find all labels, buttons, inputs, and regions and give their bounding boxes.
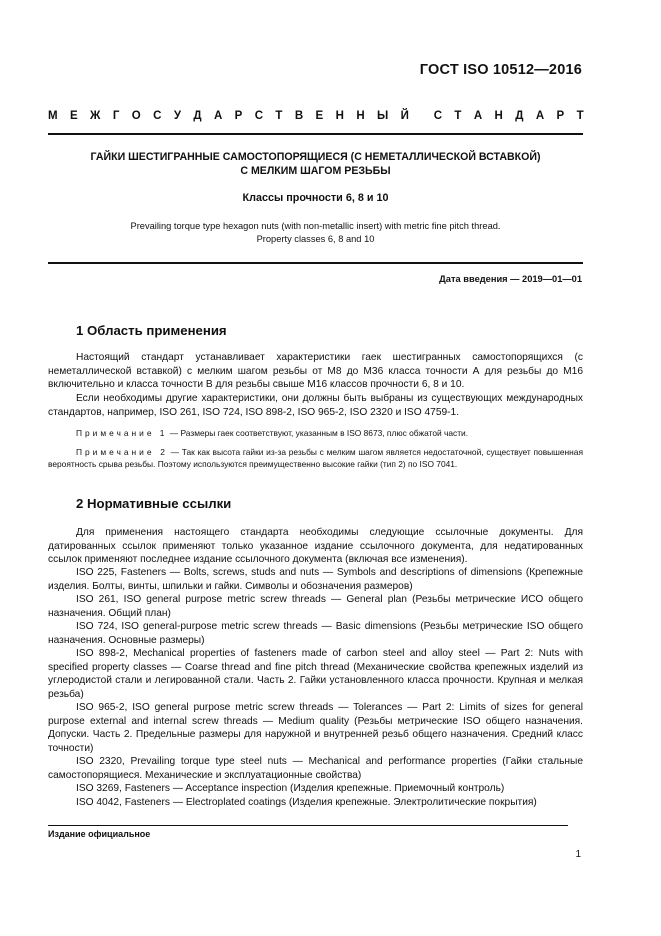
- note-2: [48, 446, 583, 470]
- standard-type-letter: С: [433, 110, 443, 122]
- standard-type-letter: О: [131, 110, 141, 122]
- standard-type-letter: С: [153, 110, 162, 122]
- standard-type-letter: Р: [234, 110, 243, 122]
- standard-type-letter: В: [294, 110, 304, 122]
- standard-type-letter: Ж: [90, 110, 101, 122]
- document-code: ГОСТ ISO 10512—2016: [419, 62, 582, 78]
- standard-type-letter: Н: [356, 110, 365, 122]
- standard-type-letter: Т: [454, 110, 462, 122]
- standard-type-letter: С: [254, 110, 264, 122]
- standard-type-letter: Р: [556, 110, 565, 122]
- title-en-line2: Property classes 6, 8 and 10: [256, 234, 375, 244]
- page-number: 1: [575, 849, 581, 860]
- standard-type-letter: Н: [335, 110, 344, 122]
- standard-type-letter: Е: [315, 110, 324, 122]
- section-2-intro: Для применения настоящего стандарта необходимы следующие ссылочные документы. Для датированных ссылок применяют только указанное издание ссылочного документа, для недатированных ссылок применяют последнее издание ссылочного документа (включая все изменения).: [48, 527, 583, 566]
- section-1-title: 1 Область применения: [76, 323, 227, 338]
- introduction-date: Дата введения — 2019—01—01: [439, 274, 582, 284]
- standard-type-letter: Т: [275, 110, 283, 122]
- note-1-label: Примечание 1: [76, 428, 168, 438]
- title-ru-line1: ГАЙКИ ШЕСТИГРАННЫЕ САМОСТОПОРЯЩИЕСЯ (С НЕМЕТАЛЛИЧЕСКОЙ ВСТАВКОЙ): [90, 151, 541, 163]
- top-divider: [48, 133, 583, 135]
- note-1: [48, 427, 583, 439]
- reference-iso-4042: ISO 4042, Fasteners — Electroplated coatings (Изделия крепежные. Электролитические покрытия): [76, 797, 537, 808]
- title-ru-line2: С МЕЛКИМ ШАГОМ РЕЗЬБЫ: [240, 165, 391, 177]
- standard-type-letter: Г: [112, 110, 120, 122]
- standard-type-letter: А: [213, 110, 223, 122]
- standard-type-letter: А: [473, 110, 483, 122]
- reference-iso-3269: ISO 3269, Fasteners — Acceptance inspection (Изделия крепежные. Приемочный контроль): [76, 783, 505, 794]
- section-2-title: 2 Нормативные ссылки: [76, 496, 232, 511]
- reference-iso-2320: ISO 2320, Prevailing torque type steel nuts — Mechanical and performance properties (Гайки стальные самостопорящиеся. Механические и эксплуатационные свойства): [48, 756, 583, 781]
- document-title-en: [48, 220, 583, 246]
- edition-label: Издание официальное: [48, 829, 151, 839]
- title-divider: [48, 262, 583, 264]
- section-1-paragraph-1: Настоящий стандарт устанавливает характеристики гаек шестигранных самостопорящихся (с неметаллической вставкой) с мелким шагом резьбы от М8 до М36 класса точности А для резьбы до М16 включительно и класса точности В для резьбы свыше М16 классов прочности 6, 8 и 10.: [48, 352, 583, 391]
- standard-type-letter: Е: [69, 110, 78, 122]
- standard-type-letter: Д: [515, 110, 524, 122]
- standard-type-letter: Д: [193, 110, 202, 122]
- standard-type-letter: Й: [400, 110, 409, 122]
- standard-type-letter: У: [173, 110, 181, 122]
- document-title-ru: [48, 150, 583, 178]
- reference-iso-724: ISO 724, ISO general-purpose metric screw threads — Basic dimensions (Резьбы метрические ISO общего назначения. Основные размеры): [48, 621, 583, 646]
- title-en-line1: Prevailing torque type hexagon nuts (with non-metallic insert) with metric fine pitch thread.: [130, 221, 501, 231]
- reference-iso-965-2: ISO 965-2, ISO general purpose metric screw threads — Tolerances — Part 2: Limits of sizes for general purpose external and internal screw threads — Medium quality (Резьбы метрические ISO общего назначения. Допуски. Часть 2. Предельные размеры для наружной и внутренней резьб общего назначения. Средний класс точности): [48, 702, 583, 754]
- standard-type-letter: Ы: [377, 110, 389, 122]
- reference-iso-261: ISO 261, ISO general purpose metric screw threads — General plan (Резьбы метрические ИСО общего назначения. Общий план): [48, 594, 583, 619]
- note-2-label: Примечание 2: [76, 447, 168, 457]
- footer-divider: [48, 825, 568, 826]
- note-2-text: — Так как высота гайки из-за резьбы с мелким шагом является недостаточной, существует повышенная вероятность срыва резьбы. Поэтому используются преимущественно высокие гайки (тип 2) по ISO 7041.: [48, 447, 583, 469]
- reference-iso-898-2: ISO 898-2, Mechanical properties of fasteners made of carbon steel and alloy steel — Part 2: Nuts with specified property classes — Coarse thread and fine pitch thread (Механические свойства крепежных изделий из углеродистой стали и легированной стали. Часть 2. Гайки установленного класса прочности. Крупная и мелкая резьба): [48, 648, 583, 700]
- document-subtitle-ru: Классы прочности 6, 8 и 10: [242, 192, 389, 204]
- standard-type-heading: [48, 110, 584, 122]
- standard-type-letter: Т: [576, 110, 584, 122]
- standard-type-letter: Н: [494, 110, 503, 122]
- note-1-text: — Размеры гаек соответствуют, указанным в ISO 8673, плюс обжатой части.: [167, 428, 469, 438]
- standard-type-letter: М: [48, 110, 58, 122]
- reference-iso-225: ISO 225, Fasteners — Bolts, screws, studs and nuts — Symbols and descriptions of dimensions (Крепежные изделия. Болты, винты, шпильки и гайки. Символы и обозначения размеров): [48, 567, 583, 592]
- section-1-paragraph-2: Если необходимы другие характеристики, они должны быть выбраны из существующих международных стандартов, например, ISO 261, ISO 724, ISO 898-2, ISO 965-2, ISO 2320 и ISO 4759-1.: [48, 393, 583, 418]
- standard-type-letter: А: [535, 110, 545, 122]
